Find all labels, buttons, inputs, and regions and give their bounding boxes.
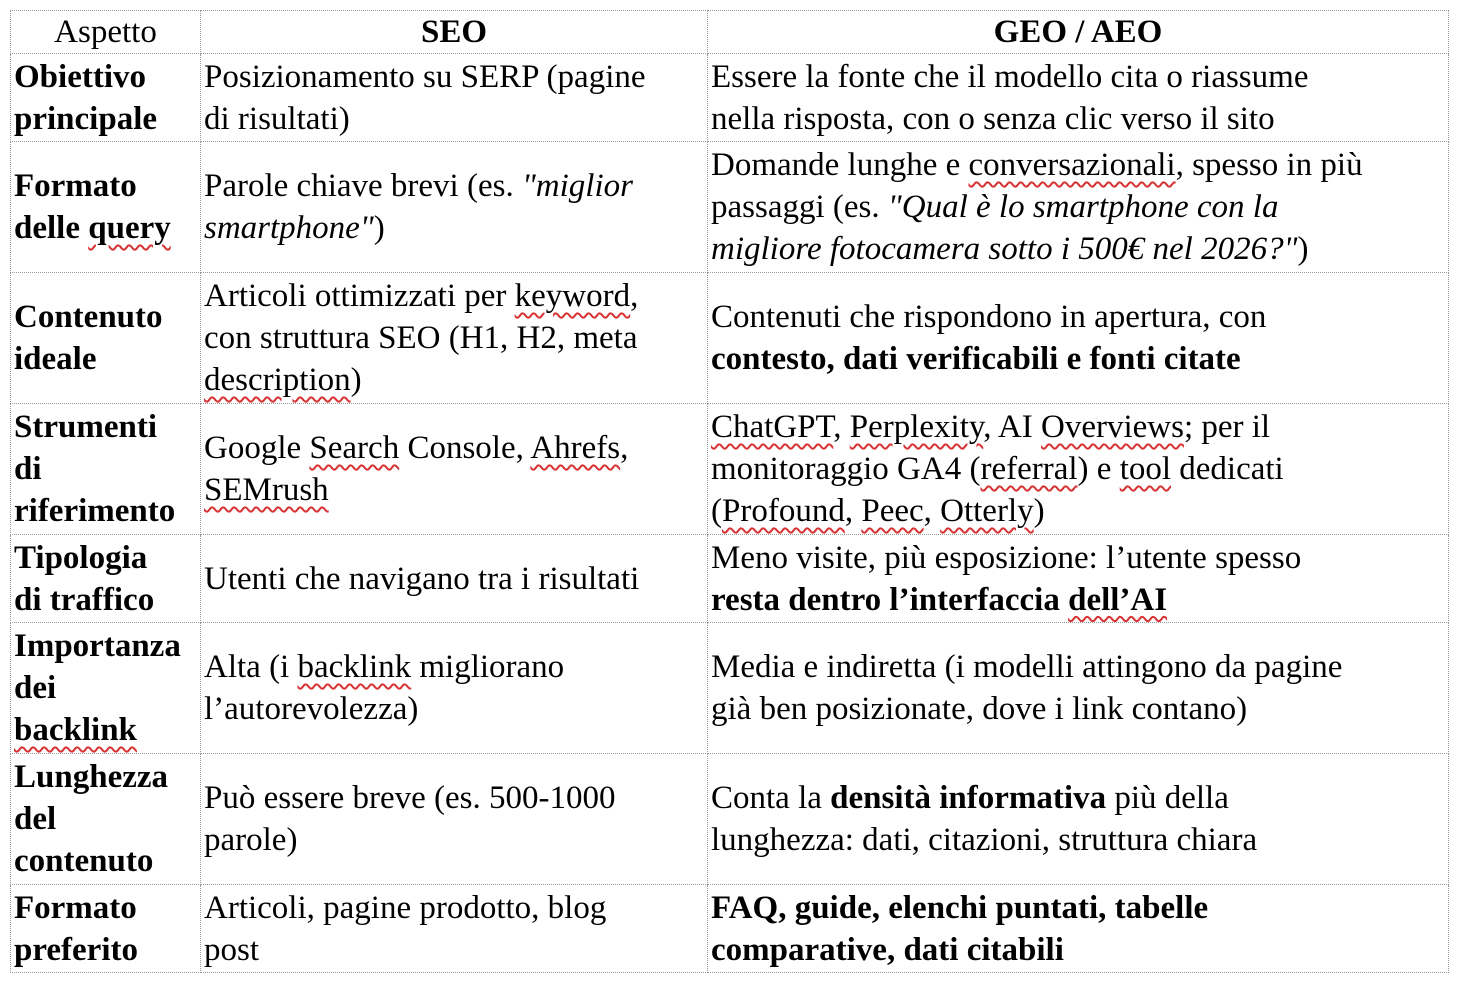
spellcheck-word: SEMrush	[204, 472, 329, 508]
text: già ben posizionate, dove i link contano)	[711, 691, 1248, 727]
seo-cell	[201, 404, 708, 535]
row-label	[11, 404, 201, 535]
text: Media e indiretta (i modelli attingono da pagine	[711, 649, 1343, 685]
spellcheck-word: Search	[309, 430, 400, 466]
spellcheck-word: keyword	[514, 278, 631, 314]
spellcheck-word: query	[88, 210, 171, 246]
text: , spesso in più	[1175, 147, 1363, 183]
text: Google	[204, 430, 310, 466]
table-row	[11, 623, 1449, 754]
text: preferito	[14, 931, 138, 968]
text: Articoli, pagine prodotto, blog	[204, 889, 607, 926]
text: Obiettivo	[14, 58, 146, 95]
bold-text: comparative, dati citabili	[711, 931, 1064, 968]
text: monitoraggio GA4 (	[711, 451, 981, 487]
text: Domande lunghe e	[711, 147, 969, 183]
text: ,	[923, 493, 941, 529]
spellcheck-word: conversazionali	[968, 147, 1176, 183]
text: )	[1297, 231, 1309, 267]
spellcheck-word: backlink	[14, 712, 137, 748]
text: più della	[1106, 780, 1229, 816]
table-row	[11, 273, 1449, 404]
text: delle	[14, 210, 89, 246]
text: Alta (i	[204, 649, 298, 685]
header-seo: SEO	[201, 11, 708, 54]
text: di	[14, 451, 42, 487]
text: Posizionamento su SERP (pagine	[204, 58, 646, 95]
row-label	[11, 535, 201, 623]
table-row	[11, 404, 1449, 535]
spellcheck-word: backlink	[297, 649, 412, 685]
text: Conta la	[711, 780, 831, 816]
spellcheck-word: ChatGPT	[711, 409, 834, 445]
text: Essere la fonte che il modello cita o riassume	[711, 58, 1309, 95]
text: l’autorevolezza)	[204, 691, 419, 727]
text: Console,	[399, 430, 531, 466]
text: Importanza	[14, 628, 181, 664]
spellcheck-word: dell’AI	[1068, 581, 1168, 618]
text: Parole chiave brevi (es.	[204, 168, 522, 204]
text: contenuto	[14, 843, 154, 879]
table-row	[11, 754, 1449, 885]
text: ; per il	[1183, 409, 1271, 445]
text: Utenti che navigano tra i risultati	[204, 560, 640, 597]
seo-cell	[201, 273, 708, 404]
seo-cell	[201, 142, 708, 273]
text: Meno visite, più esposizione: l’utente spesso	[711, 539, 1302, 576]
spellcheck-word: Profound	[722, 493, 845, 529]
text: ,	[630, 278, 639, 314]
text: ideale	[14, 341, 97, 377]
text: )	[350, 362, 362, 398]
table-row	[11, 142, 1449, 273]
italic-text: "miglior	[521, 168, 633, 204]
text: dei	[14, 670, 57, 706]
text: passaggi (es.	[711, 189, 888, 225]
spellcheck-word: Ahrefs	[530, 430, 621, 466]
text: migliorano	[411, 649, 565, 685]
geo-cell	[708, 54, 1449, 142]
geo-cell	[708, 623, 1449, 754]
text: Formato	[14, 889, 137, 926]
text: riferimento	[14, 493, 176, 529]
spellcheck-word: Peec	[861, 493, 924, 529]
header-geo: GEO / AEO	[708, 11, 1449, 54]
italic-text: "Qual è lo smartphone con la	[887, 189, 1279, 225]
seo-cell	[201, 623, 708, 754]
bold-text: densità informativa	[830, 780, 1107, 816]
seo-cell	[201, 54, 708, 142]
bold-text: contesto, dati verificabili e fonti citate	[711, 341, 1241, 377]
italic-text: smartphone"	[204, 210, 374, 246]
comparison-document	[10, 10, 1449, 973]
table-row	[11, 54, 1449, 142]
spellcheck-word: Otterly	[940, 493, 1034, 529]
seo-cell	[201, 885, 708, 973]
row-label	[11, 754, 201, 885]
table-row	[11, 535, 1449, 623]
spellcheck-word: tool	[1119, 451, 1172, 487]
geo-cell	[708, 754, 1449, 885]
header-row	[11, 11, 1449, 54]
row-label	[11, 623, 201, 754]
seo-cell	[201, 754, 708, 885]
bold-text: FAQ, guide, elenchi puntati, tabelle	[711, 889, 1209, 926]
text: Strumenti	[14, 409, 157, 445]
spellcheck-word: description	[204, 362, 351, 398]
text: di traffico	[14, 581, 155, 618]
text: ) e	[1077, 451, 1120, 487]
spellcheck-word: referral	[980, 451, 1078, 487]
text: ,	[833, 409, 850, 445]
text: del	[14, 801, 57, 837]
text: lunghezza: dati, citazioni, struttura chiara	[711, 822, 1258, 858]
header-aspect: Aspetto	[11, 11, 201, 54]
text: ,	[844, 493, 862, 529]
text: Tipologia	[14, 539, 148, 576]
text: Può essere breve (es. 500-1000	[204, 780, 616, 816]
text: Lunghezza	[14, 759, 169, 795]
row-label	[11, 54, 201, 142]
spellcheck-word: Perplexity	[849, 409, 984, 445]
text: parole)	[204, 822, 298, 858]
geo-cell	[708, 535, 1449, 623]
text: , AI	[983, 409, 1041, 445]
italic-text: migliore fotocamera sotto i 500€ nel 2026?"	[711, 231, 1298, 267]
text: )	[373, 210, 385, 246]
row-label	[11, 885, 201, 973]
text: ,	[620, 430, 629, 466]
text: di risultati)	[204, 100, 350, 137]
text: post	[204, 931, 260, 968]
text: Contenuti che rispondono in apertura, con	[711, 299, 1267, 335]
text: principale	[14, 100, 158, 137]
text: Formato	[14, 168, 137, 204]
geo-cell	[708, 273, 1449, 404]
table-row	[11, 885, 1449, 973]
text: (	[711, 493, 722, 529]
text: con struttura SEO (H1, H2, meta	[204, 320, 638, 356]
geo-cell	[708, 885, 1449, 973]
seo-vs-geo-table	[10, 10, 1449, 973]
text: dedicati	[1171, 451, 1284, 487]
text: Articoli ottimizzati per	[204, 278, 515, 314]
spellcheck-word: Overviews	[1040, 409, 1184, 445]
row-label	[11, 273, 201, 404]
geo-cell	[708, 142, 1449, 273]
bold-text: resta dentro l’interfaccia	[711, 581, 1069, 618]
geo-cell	[708, 404, 1449, 535]
seo-cell	[201, 535, 708, 623]
text: nella risposta, con o senza clic verso il sito	[711, 100, 1275, 137]
row-label	[11, 142, 201, 273]
text: Contenuto	[14, 299, 163, 335]
text: )	[1033, 493, 1045, 529]
